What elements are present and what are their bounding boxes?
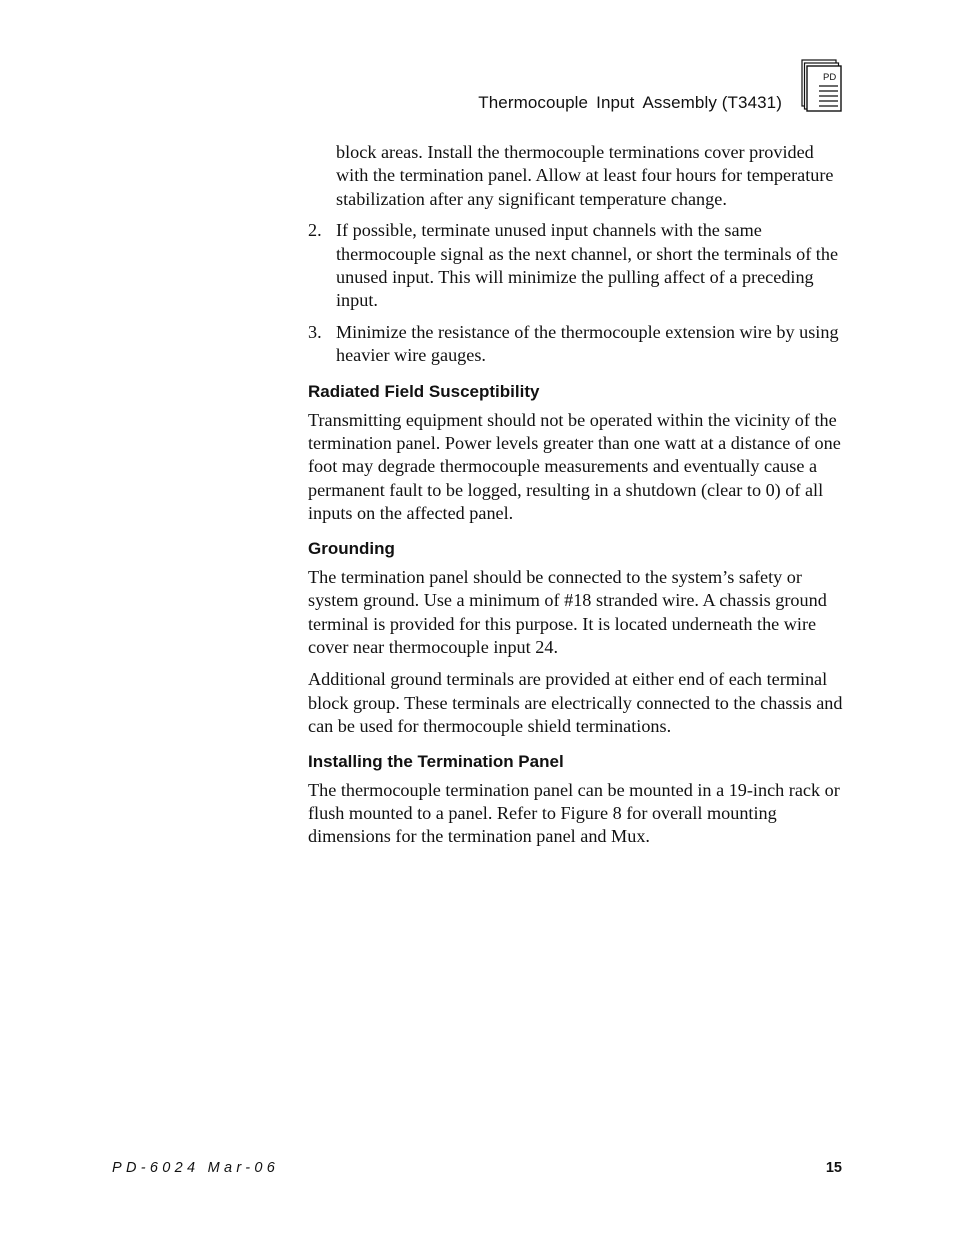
list-number: 2. xyxy=(308,220,322,241)
list-item-2 xyxy=(308,219,846,313)
paragraph-grounding-2: Additional ground terminals are provided at either end of each terminal block group. These terminals are electrically connected to the chassis and can be used for thermocouple shield terminations. xyxy=(308,669,843,737)
paragraph-radiated-field: Transmitting equipment should not be operated within the vicinity of the termination panel. Power levels greater than one watt at a distance of one foot may degrade thermocouple measurements and eventually cause a permanent fault to be logged, resulting in a shutdown (clear to 0) of all inputs on the affected panel. xyxy=(308,409,841,524)
paragraph-grounding-1: The termination panel should be connected to the system’s safety or system ground. Use a minimum of #18 stranded wire. A chassis ground terminal is provided for this purpose. It is located underneath the wire cover near thermocouple input 24. xyxy=(308,566,827,657)
section-heading-installing: Installing the Termination Panel xyxy=(308,751,564,771)
list-item-3 xyxy=(308,321,846,368)
footer-page-number: 15 xyxy=(825,1160,842,1176)
section-heading-grounding: Grounding xyxy=(308,538,395,558)
header-model-number: (T3431) xyxy=(721,93,782,112)
page-body xyxy=(308,141,846,849)
document-stack-icon xyxy=(800,58,842,112)
header-word-input: Input xyxy=(596,93,635,112)
item-1-continuation: block areas. Install the thermocouple terminations cover provided with the termination panel. Allow at least four hours for temperature stabilization after any significant temperature change. xyxy=(336,142,834,209)
section-heading-radiated-field: Radiated Field Susceptibility xyxy=(308,381,540,401)
paragraph-installing: The thermocouple termination panel can be mounted in a 19-inch rack or flush mounted to a panel. Refer to Figure 8 for overall mounting dimensions for the termination panel and Mux. xyxy=(308,779,840,847)
list-text: If possible, terminate unused input channels with the same thermocouple signal as the next channel, or short the terminals of the unused input. This will minimize the pulling affect of a preceding input. xyxy=(336,220,839,311)
list-text: Minimize the resistance of the thermocouple extension wire by using heavier wire gauges. xyxy=(336,321,839,366)
list-number: 3. xyxy=(308,321,322,342)
header-word-assembly: Assembly xyxy=(642,93,717,112)
pd-icon-label: PD xyxy=(823,72,837,83)
running-header xyxy=(420,93,782,113)
header-word-thermocouple: Thermocouple xyxy=(478,93,589,112)
footer-document-id: PD-6024 Mar-06 xyxy=(112,1160,280,1176)
